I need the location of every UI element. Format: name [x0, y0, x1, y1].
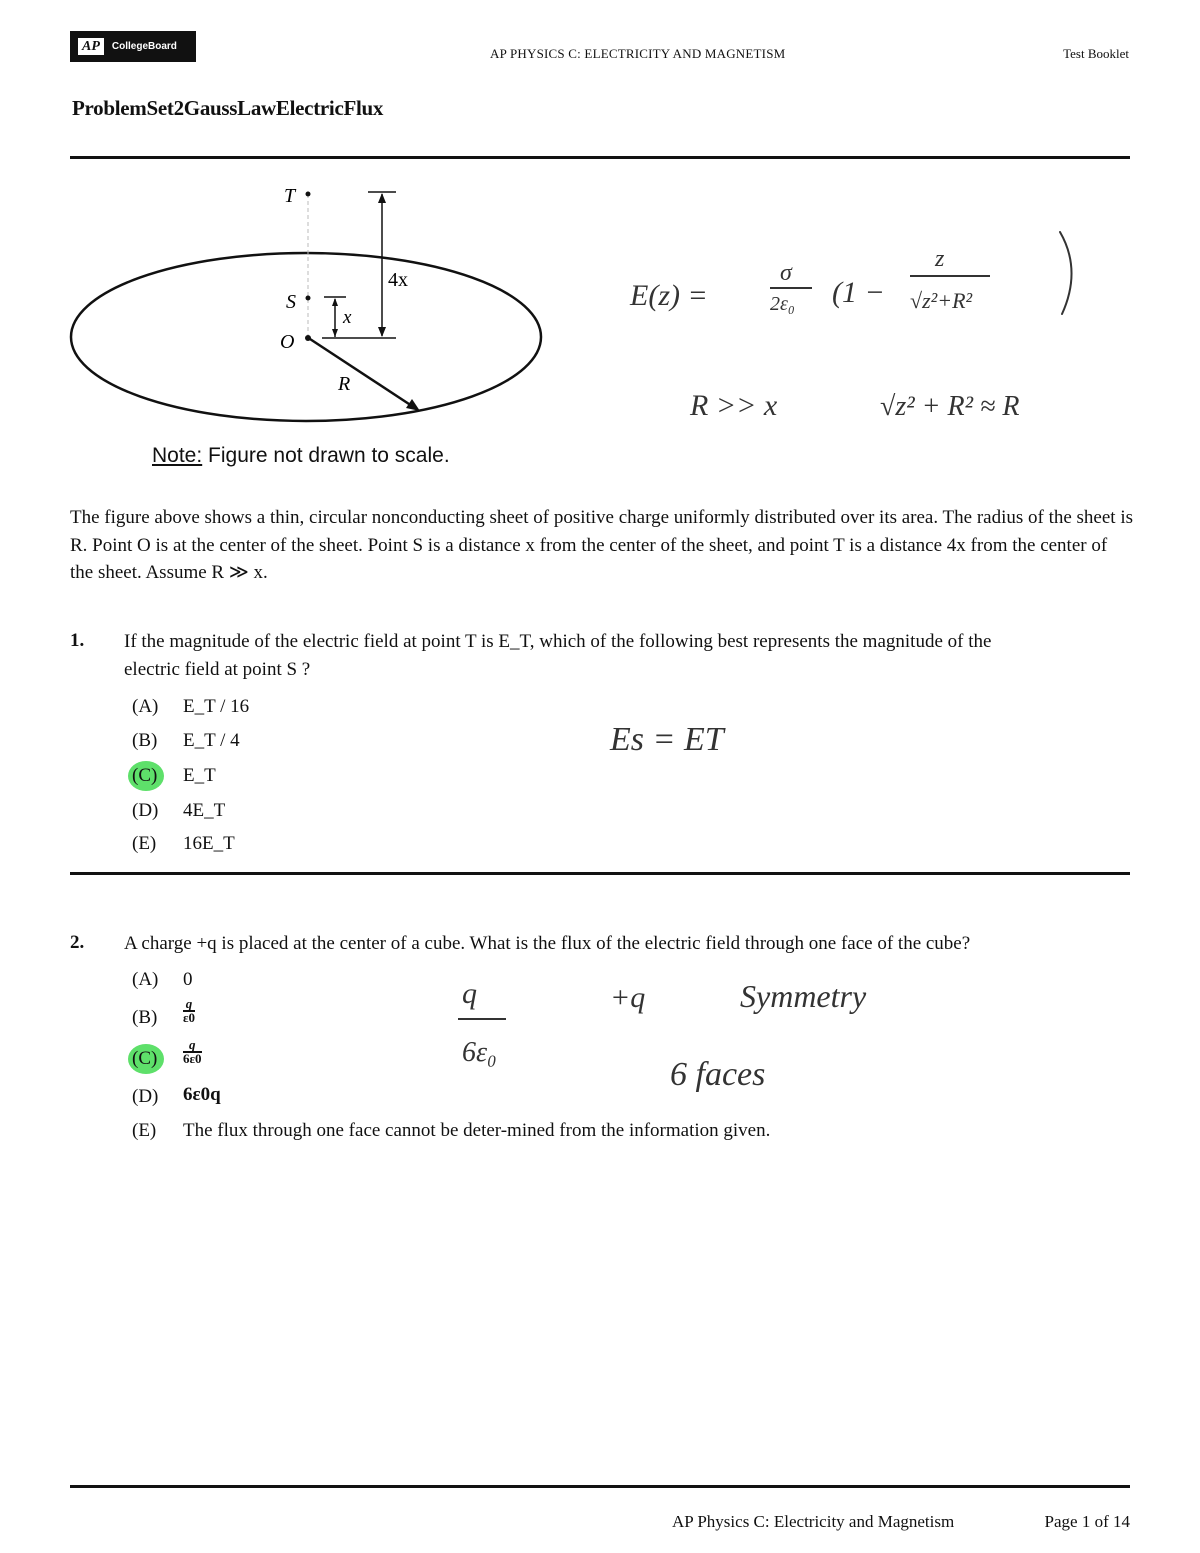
- q2-option-d-label[interactable]: (D): [132, 1086, 159, 1107]
- point-S: [306, 296, 311, 301]
- q1-option-a-value: E_T / 16: [183, 696, 250, 717]
- q2-option-e-label[interactable]: (E): [132, 1120, 157, 1141]
- q1-option-d-value: 4E_T: [183, 800, 226, 821]
- label-R: R: [338, 373, 351, 395]
- question-1-text: [124, 628, 1124, 683]
- label-T: T: [284, 185, 296, 207]
- q2-option-d-value: 6ε0q: [183, 1084, 221, 1105]
- q2-c-den: 6ε0: [183, 1051, 202, 1066]
- logo-collegeboard-text: CollegeBoard: [111, 41, 177, 52]
- q2-c-num: q: [183, 1039, 202, 1053]
- question-1-line2: electric field at point S ?: [124, 658, 311, 680]
- handwritten-annotations: [560, 220, 1160, 460]
- q2-b-den: ε0: [183, 1010, 196, 1025]
- hand-field-paren: (1 −: [832, 276, 885, 309]
- footer-course: AP Physics C: Electricity and Magnetism: [672, 1512, 955, 1531]
- hand-approx-1: R >> x: [690, 389, 778, 422]
- radius-arrowhead: [406, 399, 420, 411]
- svg-text:+q: +q: [610, 981, 646, 1014]
- logo-ap-text: AP: [78, 38, 104, 55]
- footer-divider: [70, 1485, 1130, 1488]
- label-O: O: [280, 331, 295, 353]
- label-x: x: [343, 307, 352, 328]
- question-divider: [70, 872, 1130, 875]
- q2-b-num: q: [183, 998, 195, 1012]
- figure-note: [152, 444, 450, 468]
- hand-field-frac-den: √z²+R²: [910, 288, 973, 313]
- q1-option-b-label[interactable]: (B): [132, 730, 158, 751]
- q1-option-c-value: E_T: [183, 765, 216, 786]
- ap-collegeboard-logo: [70, 31, 196, 62]
- q2-option-e-value: The flux through one face cannot be deter-mined from the information given.: [183, 1120, 771, 1141]
- hand-paren-close: [1060, 232, 1072, 314]
- hand-approx-2: √z² + R² ≈ R: [880, 391, 1020, 422]
- radius-arrow: [310, 339, 412, 406]
- question-1-number: 1.: [70, 630, 85, 651]
- footer-page-number: Page 1 of 14: [1044, 1512, 1130, 1531]
- hand-field-den: 2ε₀: [770, 293, 795, 315]
- q1-option-d-label[interactable]: (D): [132, 800, 159, 821]
- question-2-number: 2.: [70, 932, 85, 953]
- hand-answer-q1: [600, 705, 780, 765]
- q1-option-e-value: 16E_T: [183, 833, 235, 854]
- point-T: [306, 192, 311, 197]
- note-prefix: Note:: [152, 444, 203, 467]
- label-4x: 4x: [388, 269, 408, 291]
- q2-option-c-label[interactable]: (C): [132, 1048, 158, 1069]
- hand-field-lhs: E(z) =: [630, 279, 708, 312]
- q2-option-a-label[interactable]: (A): [132, 969, 159, 990]
- question-2-text: A charge +q is placed at the center of a cube. What is the flux of the electric field through one face of the cube?: [124, 933, 971, 954]
- label-S: S: [286, 291, 296, 313]
- note-text: Figure not drawn to scale.: [202, 444, 450, 467]
- hand-field-frac-num: z: [935, 246, 945, 272]
- svg-text:q: q: [462, 977, 477, 1010]
- q1-option-a-label[interactable]: (A): [132, 696, 159, 717]
- q2-option-b-label[interactable]: (B): [132, 1007, 158, 1028]
- q2-option-c-fraction: [183, 1039, 202, 1068]
- svg-text:Es = ET: Es = ET: [610, 721, 724, 758]
- q1-option-b-value: E_T / 4: [183, 730, 240, 751]
- header-subject: AP PHYSICS C: ELECTRICITY AND MAGNETISM: [490, 46, 786, 61]
- charged-sheet-figure: [60, 180, 560, 430]
- q1-option-c-label[interactable]: (C): [132, 765, 158, 786]
- svg-text:6ε₀: 6ε₀: [462, 1037, 497, 1068]
- title-divider: [70, 156, 1130, 159]
- q2-option-a-value: 0: [183, 969, 193, 990]
- svg-text:Symmetry: Symmetry: [740, 978, 867, 1014]
- hand-field-num: σ: [780, 260, 792, 286]
- svg-text:6 faces: 6 faces: [670, 1056, 766, 1093]
- problem-intro: The figure above shows a thin, circular nonconducting sheet of positive charge uniformly distributed over its area. The radius of the sheet is R. Point O is at the center of the sheet. Point S is a distance x from the center of the sheet, and point T is a distance 4x from the center of the sheet. Assume R ≫ x.: [70, 507, 1133, 583]
- question-1-line1: If the magnitude of the electric field at point T is E_T, which of the following best represents the magnitude of the: [124, 631, 992, 652]
- q2-option-b-fraction: [183, 998, 195, 1027]
- header-booklet: Test Booklet: [1063, 46, 1129, 61]
- page-title: ProblemSet2GaussLawElectricFlux: [72, 96, 384, 120]
- hand-answer-q2: [440, 965, 960, 1105]
- q1-option-e-label[interactable]: (E): [132, 833, 157, 854]
